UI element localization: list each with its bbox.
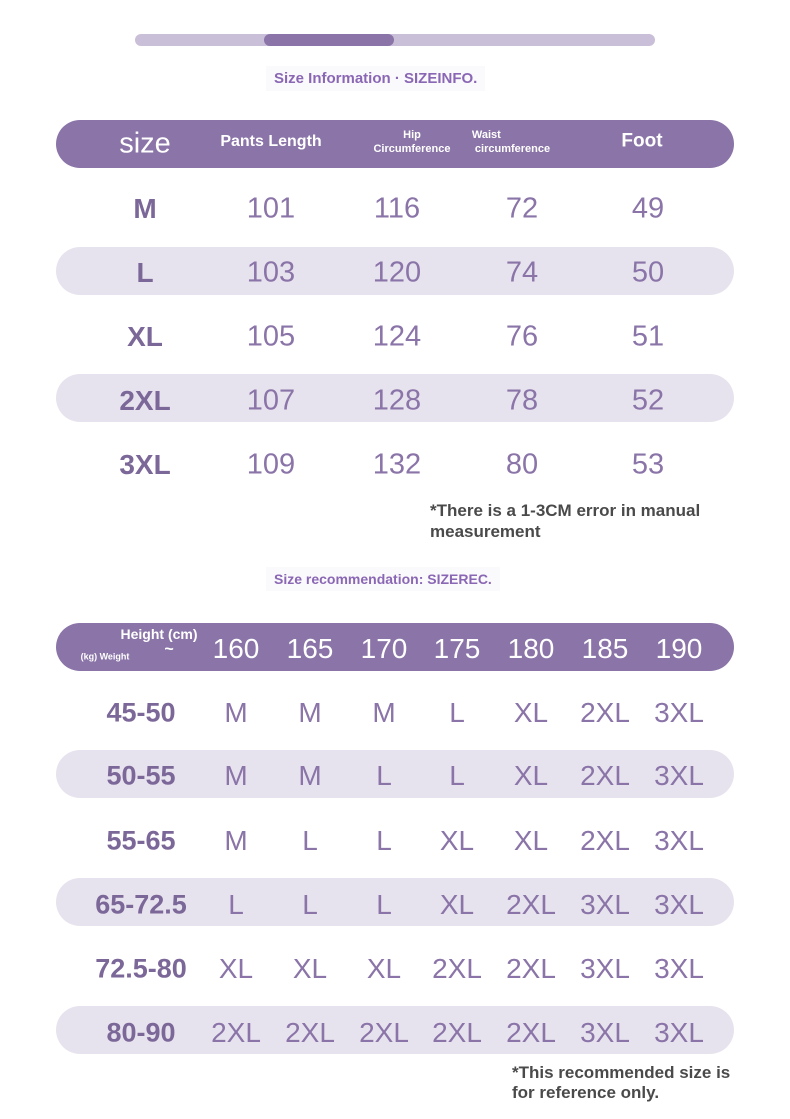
measurement-cell: 124 xyxy=(372,320,422,353)
recommended-size-cell: 3XL xyxy=(654,825,704,856)
recommended-size-cell: XL xyxy=(366,953,402,984)
recommended-size-cell: XL xyxy=(439,825,475,856)
measurement-cell: 107 xyxy=(246,384,296,417)
recommended-size-cell: 2XL xyxy=(580,825,630,856)
measurement-cell: 74 xyxy=(505,256,539,289)
weight-axis-label: (kg) Weight xyxy=(80,651,130,662)
recommended-size-cell: L xyxy=(376,889,392,920)
height-column-header: 180 xyxy=(507,633,555,664)
size-label-cell: XL xyxy=(127,321,163,352)
measurement-cell: 128 xyxy=(372,384,422,417)
recommended-size-cell: 3XL xyxy=(654,697,704,728)
size-info-header xyxy=(56,120,734,168)
measurement-cell: 109 xyxy=(246,448,296,481)
recommended-size-cell: 2XL xyxy=(359,1017,409,1048)
height-column-header: 175 xyxy=(433,633,481,664)
measurement-note: *There is a 1-3CM error in manual measurement xyxy=(430,501,701,541)
weight-range-cell: 55-65 xyxy=(106,825,176,856)
measurement-cell: 72 xyxy=(505,192,539,225)
size-rec-title: Size recommendation: SIZEREC. xyxy=(266,567,500,591)
recommended-size-cell: L xyxy=(376,825,392,856)
recommended-size-cell: L xyxy=(449,697,465,728)
reference-note: *This recommended size is for reference only. xyxy=(512,1063,731,1102)
recommended-size-cell: L xyxy=(302,889,318,920)
measurement-cell: 80 xyxy=(505,448,539,481)
measurement-cell: 78 xyxy=(505,384,539,417)
recommended-size-cell: L xyxy=(302,825,318,856)
weight-range-cell: 50-55 xyxy=(106,760,176,791)
weight-range-cell: 80-90 xyxy=(106,1017,176,1048)
size-label-cell: 3XL xyxy=(119,449,171,480)
recommended-size-cell: XL xyxy=(439,889,475,920)
measurement-cell: 105 xyxy=(246,320,296,353)
carousel-scroll-thumb[interactable] xyxy=(264,34,394,46)
hip-column-header: Hip Circumference xyxy=(373,129,451,155)
measurement-cell: 116 xyxy=(373,192,421,225)
recommended-size-cell: L xyxy=(449,760,465,791)
recommended-size-cell: 3XL xyxy=(654,889,704,920)
recommended-size-cell: 2XL xyxy=(506,1017,556,1048)
recommended-size-cell: M xyxy=(224,697,248,728)
recommended-size-cell: 2XL xyxy=(432,953,482,984)
weight-range-cell: 45-50 xyxy=(106,697,176,728)
recommended-size-cell: 2XL xyxy=(285,1017,335,1048)
height-column-header: 190 xyxy=(655,633,703,664)
height-column-header: 165 xyxy=(286,633,334,664)
header-separator: ~ xyxy=(164,641,174,658)
recommended-size-cell: 3XL xyxy=(580,953,630,984)
size-label-cell: M xyxy=(133,193,157,224)
measurement-cell: 51 xyxy=(631,320,665,353)
height-column-header: 185 xyxy=(581,633,629,664)
recommended-size-cell: 3XL xyxy=(654,760,704,791)
measurement-cell: 76 xyxy=(505,320,539,353)
measurement-cell: 53 xyxy=(631,448,665,481)
recommended-size-cell: XL xyxy=(513,825,549,856)
recommended-size-cell: 3XL xyxy=(580,889,630,920)
pants-length-column-header: Pants Length xyxy=(220,133,322,150)
size-info-title: Size Information · SIZEINFO. xyxy=(266,66,485,91)
recommended-size-cell: 2XL xyxy=(580,760,630,791)
height-column-header: 170 xyxy=(360,633,408,664)
measurement-cell: 120 xyxy=(372,256,422,289)
measurement-cell: 132 xyxy=(372,448,422,481)
recommended-size-cell: XL xyxy=(513,760,549,791)
foot-column-header: Foot xyxy=(621,130,663,152)
recommended-size-cell: M xyxy=(224,760,248,791)
recommended-size-cell: XL xyxy=(513,697,549,728)
measurement-cell: 101 xyxy=(246,192,296,225)
height-column-header: 160 xyxy=(212,633,260,664)
recommended-size-cell: M xyxy=(372,697,396,728)
recommended-size-cell: XL xyxy=(292,953,328,984)
measurement-cell: 49 xyxy=(631,192,665,225)
size-column-header: size xyxy=(119,127,171,160)
weight-range-cell: 65-72.5 xyxy=(95,889,187,920)
carousel-scroll-track[interactable] xyxy=(135,34,655,46)
waist-column-header: Waist circumference xyxy=(471,129,551,155)
recommended-size-cell: 2XL xyxy=(506,953,556,984)
recommended-size-cell: XL xyxy=(218,953,254,984)
weight-range-cell: 72.5-80 xyxy=(95,953,187,984)
recommended-size-cell: M xyxy=(298,760,322,791)
height-axis-label: Height (cm) xyxy=(120,626,198,642)
measurement-cell: 52 xyxy=(631,384,665,417)
recommended-size-cell: L xyxy=(228,889,244,920)
recommended-size-cell: 2XL xyxy=(211,1017,261,1048)
measurement-cell: 103 xyxy=(246,256,296,289)
recommended-size-cell: M xyxy=(224,825,248,856)
recommended-size-cell: 2XL xyxy=(432,1017,482,1048)
size-label-cell: L xyxy=(136,257,154,288)
recommended-size-cell: 3XL xyxy=(654,1017,704,1048)
recommended-size-cell: M xyxy=(298,697,322,728)
recommended-size-cell: 3XL xyxy=(580,1017,630,1048)
size-label-cell: 2XL xyxy=(119,385,171,416)
recommended-size-cell: 3XL xyxy=(654,953,704,984)
measurement-cell: 50 xyxy=(631,256,665,289)
recommended-size-cell: L xyxy=(376,760,392,791)
recommended-size-cell: 2XL xyxy=(506,889,556,920)
recommended-size-cell: 2XL xyxy=(580,697,630,728)
